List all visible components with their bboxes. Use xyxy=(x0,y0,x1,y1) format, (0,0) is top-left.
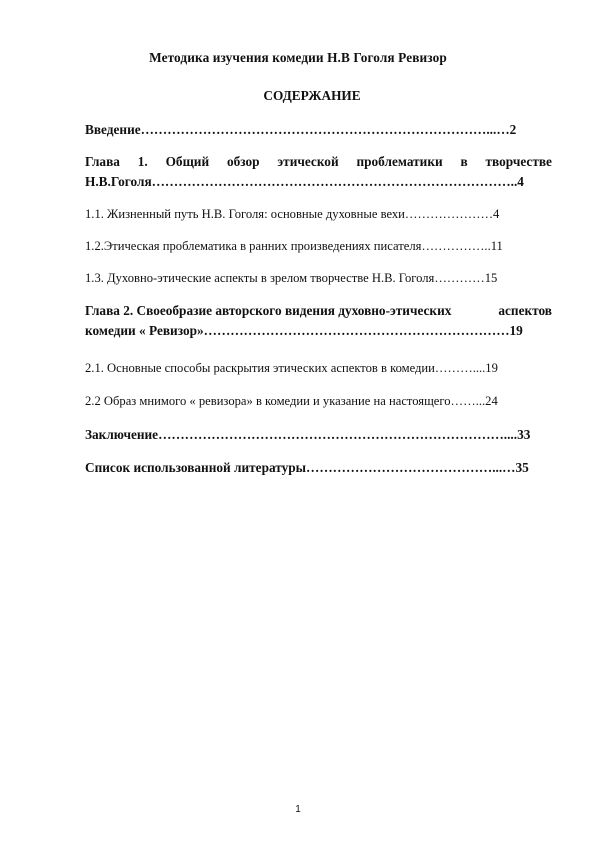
page-number: 1 xyxy=(295,804,301,815)
word: Общий xyxy=(165,154,210,169)
word: творчестве xyxy=(485,154,552,169)
word: Глава 2. Своеобразие авторского видения духовно-этических xyxy=(85,303,452,318)
toc-entry-2-2: 2.2 Образ мнимого « ревизора» в комедии и указание на настоящего……...24 xyxy=(85,394,498,408)
toc-entry-chapter-1-line-2: Н.В.Гоголя………………………………………………………………………..4 xyxy=(85,174,524,189)
toc-entry-chapter-2-line-2: комедии « Ревизор»……………………………………………………………19 xyxy=(85,323,523,338)
toc-entry-chapter-2 xyxy=(85,301,552,341)
toc-entry-1-1: 1.1. Жизненный путь Н.В. Гоголя: основные духовные вехи…………………4 xyxy=(85,207,500,221)
toc-entry-bibliography: Список использованной литературы……………………………………...…35 xyxy=(85,460,529,475)
word: аспектов xyxy=(498,303,552,318)
word: в xyxy=(460,154,468,169)
document-title: Методика изучения комедии Н.В Гоголя Ревизор xyxy=(149,50,447,65)
toc-entry-2-1: 2.1. Основные способы раскрытия этических аспектов в комедии………....19 xyxy=(85,361,498,375)
toc-entry-conclusion: Заключение……………………………………………………………………....33 xyxy=(85,427,531,442)
toc-heading: СОДЕРЖАНИЕ xyxy=(263,88,361,103)
word: Глава xyxy=(85,154,120,169)
word: проблематики xyxy=(356,154,443,169)
word: этической xyxy=(277,154,339,169)
toc-entry-introduction: Введение……………………………………………………………………...…2 xyxy=(85,122,517,137)
toc-entry-chapter-1-line-1 xyxy=(85,152,552,172)
toc-entry-1-3: 1.3. Духовно-этические аспекты в зрелом творчестве Н.В. Гоголя…………15 xyxy=(85,271,498,285)
word: 1. xyxy=(137,154,148,169)
word: обзор xyxy=(226,154,260,169)
toc-entry-1-2: 1.2.Этическая проблематика в ранних произведениях писателя……………..11 xyxy=(85,239,503,253)
toc-entry-chapter-1 xyxy=(85,152,552,192)
toc-entry-chapter-2-line-1 xyxy=(85,301,552,321)
